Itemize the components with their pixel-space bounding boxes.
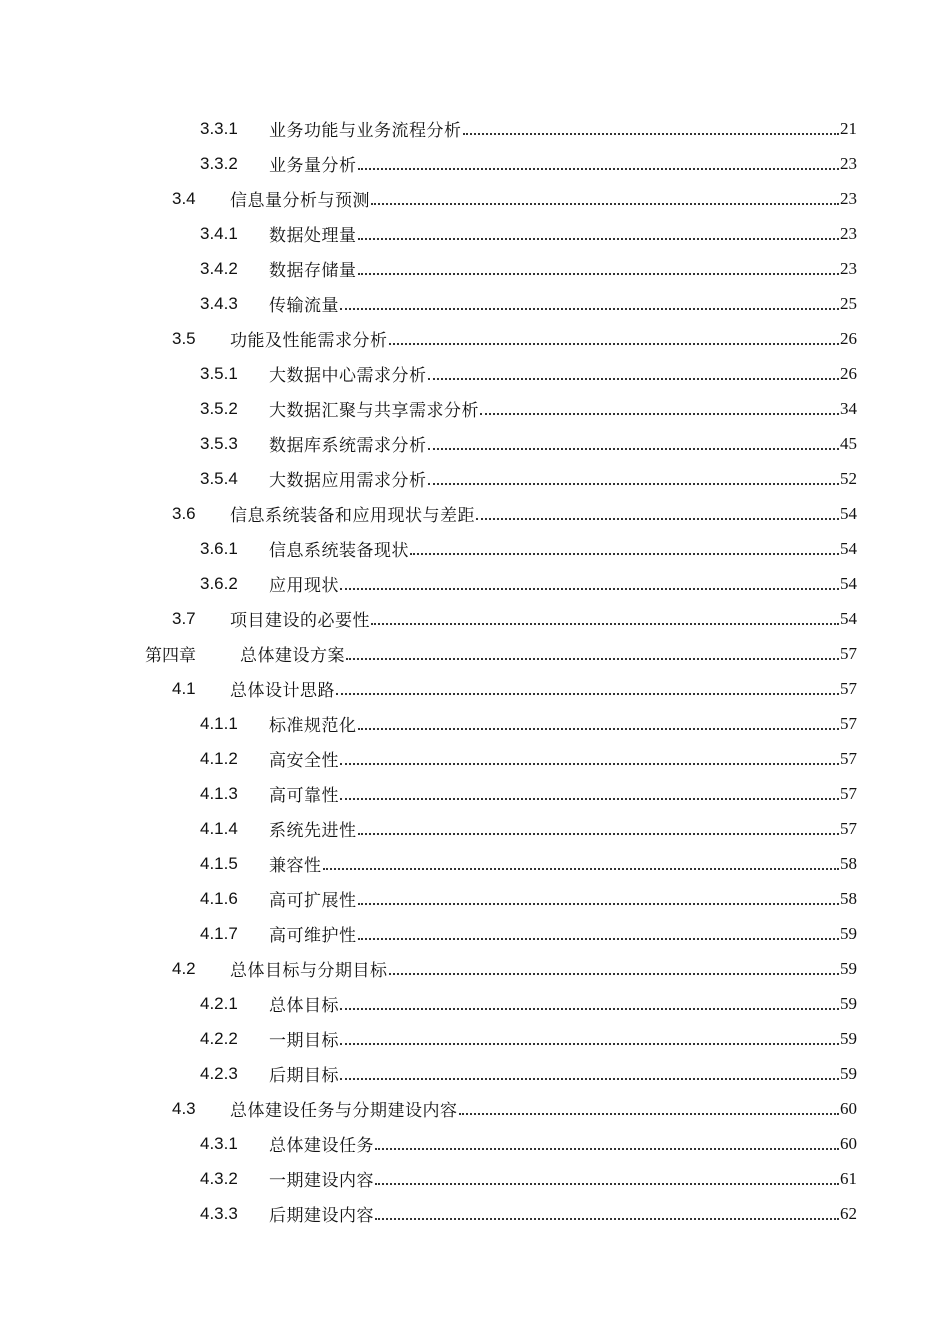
toc-entry-title: 后期目标: [269, 1066, 339, 1086]
toc-entry[interactable]: [0, 671, 950, 706]
toc-entry-number: 4.3.3: [200, 1203, 238, 1223]
toc-entry-number: 3.7: [172, 608, 196, 628]
toc-entry-page-number: 59: [840, 1063, 857, 1083]
toc-entry-number: 3.5.2: [200, 398, 238, 418]
toc-entry-title: 数据存储量: [269, 261, 357, 281]
toc-entry-page-number: 57: [840, 713, 857, 733]
toc-dot-leader: [428, 482, 840, 485]
toc-entry-number: 3.4.1: [200, 223, 238, 243]
toc-entry-title: 一期目标: [269, 1031, 339, 1051]
toc-dot-leader: [428, 447, 840, 450]
toc-dot-leader: [389, 972, 840, 975]
toc-dot-leader: [428, 377, 840, 380]
toc-entry[interactable]: [0, 881, 950, 916]
toc-entry-number: 3.6: [172, 503, 196, 523]
toc-entry-title: 标准规范化: [269, 716, 357, 736]
toc-dot-leader: [358, 902, 840, 905]
toc-dot-leader: [375, 1182, 839, 1185]
toc-entry[interactable]: [0, 531, 950, 566]
toc-entry-title: 总体目标与分期目标: [230, 961, 388, 981]
toc-dot-leader: [371, 202, 839, 205]
toc-entry-number: 4.3.2: [200, 1168, 238, 1188]
toc-entry-number: 第四章: [145, 646, 196, 666]
toc-entry[interactable]: [0, 601, 950, 636]
toc-entry[interactable]: [0, 951, 950, 986]
toc-entry[interactable]: [0, 286, 950, 321]
toc-dot-leader: [340, 797, 839, 800]
toc-entry-page-number: 57: [840, 818, 857, 838]
toc-entry-number: 4.1.1: [200, 713, 238, 733]
toc-entry-page-number: 26: [840, 328, 857, 348]
toc-entry-title: 总体建设任务与分期建设内容: [230, 1101, 458, 1121]
toc-entry-page-number: 60: [840, 1133, 857, 1153]
toc-entry-page-number: 52: [840, 468, 857, 488]
toc-entry-title: 后期建设内容: [269, 1206, 374, 1226]
toc-dot-leader: [340, 1077, 839, 1080]
toc-entry-title: 兼容性: [269, 856, 322, 876]
toc-entry-title: 高可维护性: [269, 926, 357, 946]
toc-dot-leader: [459, 1112, 840, 1115]
toc-entry[interactable]: [0, 216, 950, 251]
toc-entry[interactable]: [0, 811, 950, 846]
toc-entry-number: 4.2.2: [200, 1028, 238, 1048]
toc-entry-page-number: 54: [840, 538, 857, 558]
toc-entry-title: 大数据汇聚与共享需求分析: [269, 401, 479, 421]
toc-entry-title: 总体设计思路: [230, 681, 335, 701]
toc-entry[interactable]: [0, 706, 950, 741]
toc-entry-number: 3.3.1: [200, 118, 238, 138]
toc-entry-page-number: 21: [840, 118, 857, 138]
toc-entry-title: 项目建设的必要性: [230, 611, 370, 631]
toc-entry-number: 3.4.2: [200, 258, 238, 278]
toc-entry-page-number: 57: [840, 678, 857, 698]
toc-entry-page-number: 23: [840, 153, 857, 173]
toc-entry-title: 应用现状: [269, 576, 339, 596]
toc-dot-leader: [389, 342, 840, 345]
toc-entry[interactable]: [0, 741, 950, 776]
toc-entry[interactable]: [0, 636, 950, 671]
toc-entry-number: 4.2: [172, 958, 196, 978]
toc-entry-number: 4.1.7: [200, 923, 238, 943]
toc-entry[interactable]: [0, 916, 950, 951]
toc-entry[interactable]: [0, 1161, 950, 1196]
toc-dot-leader: [358, 167, 840, 170]
toc-entry[interactable]: [0, 496, 950, 531]
toc-entry-page-number: 23: [840, 258, 857, 278]
toc-entry-number: 3.5.1: [200, 363, 238, 383]
toc-entry-page-number: 60: [840, 1098, 857, 1118]
toc-dot-leader: [463, 132, 840, 135]
toc-entry-number: 4.1.6: [200, 888, 238, 908]
table-of-contents: [0, 111, 950, 1231]
toc-dot-leader: [410, 552, 839, 555]
toc-entry[interactable]: [0, 426, 950, 461]
toc-entry-title: 系统先进性: [269, 821, 357, 841]
toc-entry-title: 业务量分析: [269, 156, 357, 176]
toc-entry-title: 数据库系统需求分析: [269, 436, 427, 456]
toc-entry-title: 信息量分析与预测: [230, 191, 370, 211]
toc-entry-number: 3.5: [172, 328, 196, 348]
toc-entry-page-number: 59: [840, 958, 857, 978]
toc-entry[interactable]: [0, 111, 950, 146]
toc-entry-page-number: 45: [840, 433, 857, 453]
toc-dot-leader: [480, 412, 839, 415]
toc-entry[interactable]: [0, 356, 950, 391]
toc-entry-title: 业务功能与业务流程分析: [269, 121, 462, 141]
toc-entry-title: 信息系统装备现状: [269, 541, 409, 561]
toc-entry-page-number: 57: [840, 643, 857, 663]
toc-entry-number: 4.1.3: [200, 783, 238, 803]
toc-dot-leader: [346, 657, 839, 660]
toc-entry-number: 4.1.4: [200, 818, 238, 838]
toc-dot-leader: [375, 1147, 839, 1150]
toc-entry-number: 4.3: [172, 1098, 196, 1118]
toc-entry-title: 高可扩展性: [269, 891, 357, 911]
toc-entry-title: 总体建设方案: [240, 646, 345, 666]
toc-dot-leader: [340, 762, 839, 765]
toc-entry-title: 总体建设任务: [269, 1136, 374, 1156]
toc-dot-leader: [340, 1007, 839, 1010]
toc-entry[interactable]: [0, 321, 950, 356]
toc-entry-title: 一期建设内容: [269, 1171, 374, 1191]
toc-entry-title: 数据处理量: [269, 226, 357, 246]
toc-entry[interactable]: [0, 1196, 950, 1231]
toc-entry-page-number: 58: [840, 853, 857, 873]
toc-entry-page-number: 58: [840, 888, 857, 908]
toc-entry-page-number: 61: [840, 1168, 857, 1188]
toc-dot-leader: [340, 1042, 839, 1045]
toc-entry-number: 4.1.2: [200, 748, 238, 768]
toc-entry-number: 3.6.2: [200, 573, 238, 593]
toc-entry[interactable]: [0, 1126, 950, 1161]
toc-entry-page-number: 62: [840, 1203, 857, 1223]
toc-entry-number: 3.3.2: [200, 153, 238, 173]
toc-entry-title: 大数据中心需求分析: [269, 366, 427, 386]
toc-entry-page-number: 54: [840, 608, 857, 628]
toc-entry-number: 4.1.5: [200, 853, 238, 873]
toc-entry-page-number: 23: [840, 188, 857, 208]
toc-entry-number: 3.4: [172, 188, 196, 208]
toc-entry-number: 3.6.1: [200, 538, 238, 558]
toc-dot-leader: [358, 272, 840, 275]
toc-entry[interactable]: [0, 181, 950, 216]
toc-dot-leader: [340, 307, 839, 310]
toc-entry-title: 功能及性能需求分析: [230, 331, 388, 351]
toc-entry-number: 3.5.4: [200, 468, 238, 488]
toc-entry-page-number: 57: [840, 783, 857, 803]
toc-entry[interactable]: [0, 566, 950, 601]
toc-entry-page-number: 57: [840, 748, 857, 768]
toc-entry-title: 信息系统装备和应用现状与差距: [230, 506, 475, 526]
toc-entry-page-number: 59: [840, 1028, 857, 1048]
toc-dot-leader: [336, 692, 839, 695]
toc-entry-page-number: 59: [840, 923, 857, 943]
toc-entry[interactable]: [0, 251, 950, 286]
toc-entry-number: 4.2.3: [200, 1063, 238, 1083]
toc-entry-number: 4.2.1: [200, 993, 238, 1013]
toc-entry[interactable]: [0, 461, 950, 496]
toc-entry-number: 3.4.3: [200, 293, 238, 313]
toc-dot-leader: [340, 587, 839, 590]
toc-entry[interactable]: [0, 1056, 950, 1091]
toc-entry-title: 总体目标: [269, 996, 339, 1016]
toc-entry[interactable]: [0, 986, 950, 1021]
toc-dot-leader: [323, 867, 840, 870]
toc-entry-number: 4.3.1: [200, 1133, 238, 1153]
toc-entry-page-number: 26: [840, 363, 857, 383]
toc-entry[interactable]: [0, 776, 950, 811]
toc-entry-title: 传输流量: [269, 296, 339, 316]
toc-dot-leader: [375, 1217, 839, 1220]
toc-entry-title: 大数据应用需求分析: [269, 471, 427, 491]
toc-dot-leader: [371, 622, 839, 625]
toc-dot-leader: [476, 517, 839, 520]
toc-entry-number: 4.1: [172, 678, 196, 698]
toc-entry-title: 高可靠性: [269, 786, 339, 806]
toc-entry[interactable]: [0, 1091, 950, 1126]
toc-entry[interactable]: [0, 146, 950, 181]
toc-entry[interactable]: [0, 1021, 950, 1056]
toc-entry-page-number: 59: [840, 993, 857, 1013]
toc-dot-leader: [358, 832, 840, 835]
toc-entry[interactable]: [0, 391, 950, 426]
toc-entry-page-number: 25: [840, 293, 857, 313]
toc-entry-number: 3.5.3: [200, 433, 238, 453]
toc-entry-page-number: 54: [840, 573, 857, 593]
toc-entry[interactable]: [0, 846, 950, 881]
toc-dot-leader: [358, 727, 840, 730]
toc-entry-title: 高安全性: [269, 751, 339, 771]
toc-dot-leader: [358, 237, 840, 240]
toc-dot-leader: [358, 937, 840, 940]
toc-entry-page-number: 54: [840, 503, 857, 523]
toc-entry-page-number: 23: [840, 223, 857, 243]
toc-entry-page-number: 34: [840, 398, 857, 418]
